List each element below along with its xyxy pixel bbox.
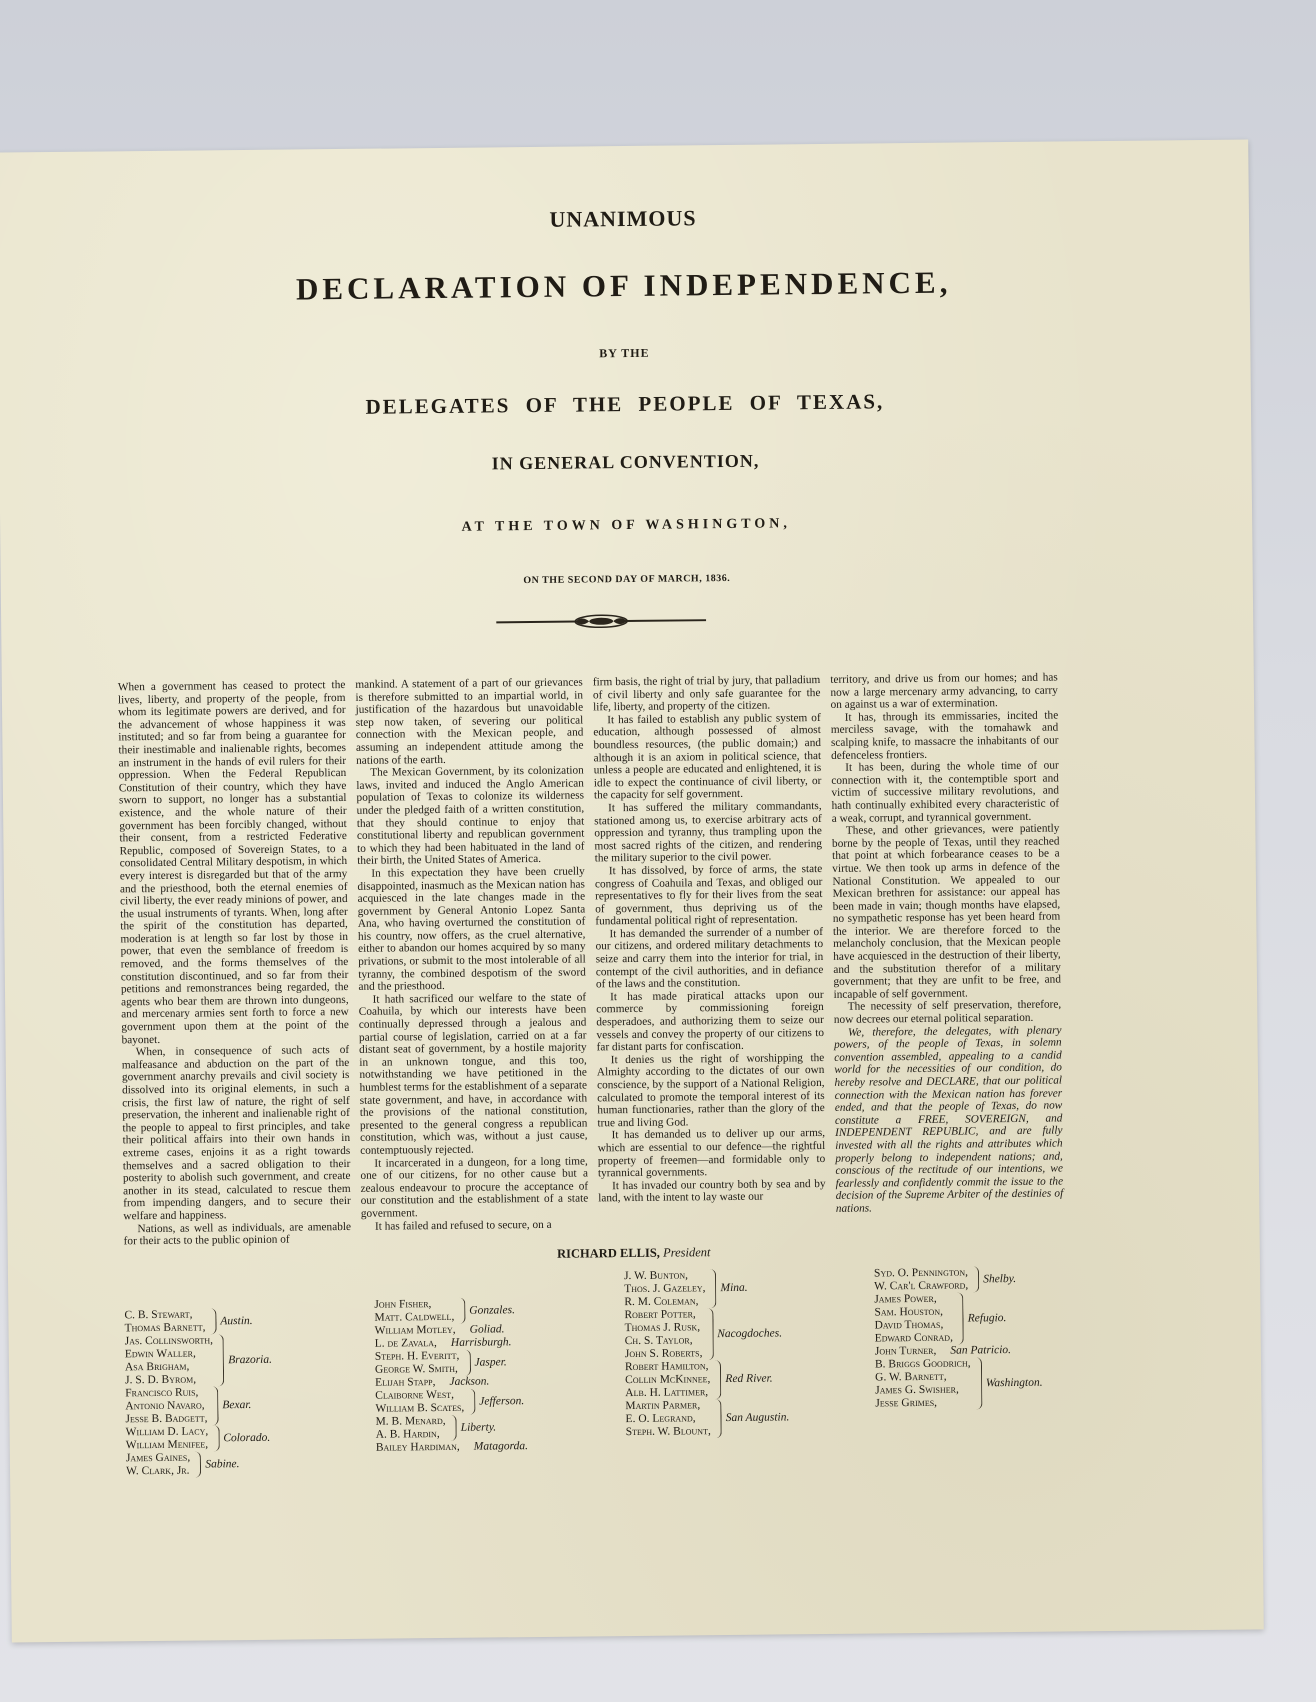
municipality-label: Washington. [985, 1376, 1043, 1389]
signature-group [124, 1307, 374, 1336]
heading-delegates: DELEGATES OF THE PEOPLE OF TEXAS, [365, 389, 885, 419]
paragraph: It has demanded us to deliver up our arms, which are essential to our defence—the rightful property of freemen—and formidable only to tyrannical governments. [597, 1127, 826, 1180]
signer-name: R. M. Coleman, [624, 1295, 699, 1309]
paragraph: mankind. A statement of a part of our grievances is therefore submitted to an impartial world, in justification of the hazardous but unavoidable step now taken, of severing our political connection with the Mexican people, and assuming an independent attitude among the nations of the earth. [355, 676, 584, 767]
signer-name: William Menifee, [125, 1438, 209, 1452]
signer-name: Claiborne West, [375, 1388, 455, 1402]
signature-group [375, 1413, 625, 1442]
signer-name: W. Car'l Crawford, [874, 1279, 969, 1293]
municipality-label: Refugio. [967, 1311, 1007, 1324]
brace-icon [217, 1334, 225, 1386]
municipality-label: Nacogdoches. [717, 1326, 783, 1340]
brace-icon [194, 1452, 201, 1478]
brace-icon [212, 1425, 219, 1451]
signer-name: J. W. Bunton, [623, 1269, 689, 1283]
declaration-sheet [0, 139, 1264, 1642]
signature-column [374, 1270, 626, 1476]
signer-name: Alb. H. Lattimer, [625, 1386, 709, 1400]
signer-name: J. S. D. Byrom, [125, 1373, 197, 1387]
president-title: President [662, 1245, 711, 1260]
brace-icon [956, 1293, 964, 1345]
signer-names [375, 1324, 456, 1338]
paragraph: It has, through its emmissaries, incited the merciless savage, with the tomahawk and scalping knife, to massacre the inhabitants of our defenceless frontiers. [830, 709, 1059, 762]
signer-name: James Power, [874, 1292, 937, 1306]
heading-declaration: DECLARATION OF INDEPENDENCE, [295, 264, 952, 307]
signer-names [625, 1360, 711, 1400]
paragraph: It hath sacrificed our welfare to the state of Coahuila, by which our interests have been continually depressed through a jealous and partial course of legislation, carried on at a far distant seat of government, by a hostile majority in an unknown tongue, and this too, notwithstanding we have petitioned in the humblest terms for the establishment of a separate state government, and have, in accordance with the provisions of the national constitution, presented to the general congress a republican constitution, which was, without a just cause, contemptuously rejected. [358, 991, 588, 1157]
signer-name: G. W. Barnett, [875, 1370, 947, 1384]
signer-name: Elijah Stapp, [375, 1376, 436, 1389]
signer-name: Martin Parmer, [625, 1399, 701, 1413]
signer-name: John Fisher, [374, 1298, 432, 1311]
signer-name: David Thomas, [874, 1318, 944, 1332]
paragraph: It has failed and refused to secure, on a [374, 1218, 552, 1233]
signature-group [376, 1439, 626, 1455]
signer-name: B. Briggs Goodrich, [874, 1357, 971, 1371]
signer-names [875, 1357, 971, 1410]
signer-name: M. B. Menard, [375, 1414, 446, 1428]
brace-icon [468, 1389, 475, 1415]
signer-name: A. B. Hardin, [375, 1428, 440, 1441]
signer-name: W. Clark, Jr. [125, 1464, 190, 1478]
signer-names [374, 1298, 454, 1325]
body-column-2 [355, 676, 588, 1245]
paragraph: It has demanded the surrender of a number of our citizens, and ordered military detachments to seize and carry them into the interior for trial, in contempt of the civil authorities, and in defiance of the laws and the constitution. [595, 925, 824, 991]
signer-name: John Turner, [874, 1344, 937, 1358]
signer-name: Edwin Waller, [124, 1347, 196, 1361]
brace-icon [975, 1357, 983, 1409]
signer-name: E. O. Legrand, [625, 1412, 696, 1426]
signature-column [874, 1265, 1076, 1470]
signer-names [875, 1345, 937, 1359]
signer-name: Sam. Houston, [874, 1305, 944, 1319]
municipality-label: San Patricio. [950, 1344, 1012, 1357]
signer-names [124, 1308, 205, 1335]
signature-group [375, 1387, 625, 1416]
paragraph: The necessity of self preservation, therefore, now decrees our eternal political separation. [833, 998, 1062, 1026]
signer-names [375, 1337, 437, 1351]
signer-names [126, 1452, 191, 1479]
municipality-label: Mina. [720, 1281, 748, 1295]
signature-group [875, 1356, 1076, 1410]
signer-name: Jesse Grimes, [875, 1396, 938, 1410]
signer-names [625, 1399, 711, 1439]
brace-icon [450, 1415, 457, 1441]
signer-name: Thomas Barnett, [124, 1321, 206, 1335]
paragraph: It has dissolved, by force of arms, the state congress of Coahuila and Texas, and obliged our representatives to fly for their lives from the seat of government, thus depriving us of the fundamental political right of representation. [594, 862, 823, 928]
municipality-label: Jasper. [474, 1355, 507, 1369]
signer-name: Jas. Collinsworth, [124, 1334, 214, 1348]
signer-name: Robert Potter, [624, 1308, 696, 1322]
paragraph: It has invaded our country both by sea and by land, with the intent to lay waste our [598, 1177, 826, 1205]
resolution-paragraph: We, therefore, the delegates, with plenary powers, of the people of Texas, in solemn convention assembled, appealing to a candid world for the necessities of our condition, do hereby resolve and DECLARE, that our political connection with the Mexican nation has forever ended, and that the people of Texas, do now constitute a FREE, SOVEREIGN, and INDEPENDENT REPUBLIC, and are fully invested with all the rights and attributes which properly belong to independent nations; and, conscious of the rectitude of our intentions, we fearlessly and confidently commit the issue to the decision of the Supreme Arbiter of the destinies of nations. [834, 1024, 1064, 1215]
municipality-label: Matagorda. [473, 1440, 529, 1453]
paragraph: When a government has ceased to protect the lives, liberty, and property of the people, from whom its legitimate powers are derived, and for the advancement of whose happiness it was instituted; and so far from being a guarantee for their inestimable and inalienable rights, becomes an instrument in the hands of evil rulers for their oppression. When the Federal Republican Constitution of their country, which they have sworn to support, no longer has a substantial existence, and the whole nature of their government has been forcibly changed, without their consent, from a restricted Federative Republic, composed of Sovereign States, to a consolidated Central Military despotism, in which every interest is disregarded but that of the army and the priesthood, both the eternal enemies of civil liberty, the ever ready minions of power, and the usual instruments of tyrants. When, long after the spirit of the constitution has departed, moderation is at length so far lost by those in power, that even the semblance of freedom is removed, and the forms themselves of the constitution discontinued, and so far from their petitions and remonstrances being regarded, the agents who bear them are thrown into dungeons, and mercenary armies sent forth to force a new government upon them at the point of the bayonet. [117, 678, 349, 1046]
signer-name: John S. Roberts, [624, 1347, 703, 1361]
signature-group [874, 1291, 1075, 1345]
body-column-1 [118, 679, 351, 1248]
municipality-label: Jefferson. [479, 1394, 525, 1408]
signer-name: Thos. J. Gazeley, [624, 1282, 706, 1296]
signature-group [374, 1296, 624, 1325]
brace-icon [706, 1308, 714, 1360]
signatures [124, 1265, 1076, 1478]
paragraph: It incarcerated in a dungeon, for a long time, one of our citizens, for no other cause but a zealous endeavour to procure the acceptance of our constitution and the establishment of a state government. [360, 1155, 589, 1220]
signer-names [375, 1350, 460, 1377]
signer-name: Asa Brigham, [124, 1360, 190, 1374]
signer-names [874, 1266, 968, 1293]
signer-names [375, 1376, 435, 1390]
municipality-label: Colorado. [223, 1431, 271, 1444]
municipality-label: Austin. [220, 1314, 253, 1327]
signer-names [126, 1425, 209, 1452]
body-column-3 [593, 674, 826, 1243]
signer-name: Antonio Navaro, [125, 1399, 205, 1413]
signer-name: Francisco Ruis, [125, 1386, 199, 1400]
signer-name: C. B. Stewart, [124, 1308, 193, 1322]
brace-icon [709, 1269, 716, 1308]
signer-name: Steph. H. Everitt, [374, 1349, 460, 1363]
signer-names [874, 1293, 953, 1346]
signature-group [125, 1333, 376, 1388]
paragraph: These, and other grievances, were patiently borne by the people of Texas, until they reached that point at which forbearance ceases to be a virtue. We then took up arms in defence of the National Constitution. We appealed to our Mexican brethren for assistance: our appeal has been made in vain; though months have elapsed, no sympathetic response has yet been heard from the interior. We are therefore forced to the melancholy conclusion, that the Mexican people have acquiesced in the destruction of their liberty, and the substitution therefor of a military government; that they are unfit to be free, and incapable of self government. [831, 822, 1062, 1001]
signer-name: William Motley, [374, 1323, 456, 1337]
paragraph: It has suffered the military commandants, stationed among us, to exercise arbitrary acts of oppression and tyranny, thus trampling upon the most sacred rights of the citizen, and rendering the military superior to the civil power. [594, 799, 823, 865]
signature-group [126, 1450, 376, 1479]
paragraph: Nations, as well as individuals, are amenable for their acts to the public opinion of [123, 1220, 352, 1248]
municipality-label: Red River. [725, 1372, 773, 1386]
municipality-label: Harrisburgh. [450, 1336, 512, 1349]
brace-icon [714, 1399, 721, 1438]
signer-name: James Gaines, [125, 1451, 191, 1465]
signer-name: William B. Scates, [375, 1401, 465, 1415]
municipality-label: San Augustin. [725, 1411, 790, 1425]
president-name: RICHARD ELLIS, [557, 1245, 660, 1261]
municipality-label: Jackson. [449, 1375, 490, 1388]
signer-name: Jesse B. Badgett, [125, 1412, 208, 1426]
heading-general-convention: IN GENERAL CONVENTION, [491, 450, 760, 474]
paragraph: It has made piratical attacks upon our commerce by commissioning foreign desperadoes, and authorizing them to seize our vessels and convey the property of our citizens to far distant parts for confiscation. [596, 988, 825, 1054]
signer-name: Matt. Caldwell, [374, 1310, 455, 1324]
brace-icon [211, 1386, 218, 1425]
signer-name: Steph. W. Blount, [625, 1425, 711, 1439]
declaration-body [118, 672, 1064, 1249]
municipality-label: Brazoria. [228, 1353, 273, 1366]
paragraph: The Mexican Government, by its colonization laws, invited and induced the Anglo American population of Texas to colonize its wilderness under the pledged faith of a written constitution, that they should continue to enjoy that constitutional liberty and republican government to which they had been habituated in the land of their birth, the United States of America. [356, 764, 585, 868]
signer-names [624, 1308, 702, 1361]
paragraph: It has failed to establish any public system of education, although possessed of almost boundless resources, (the public domain;) and although it is an axiom in political science, that unless a people are educated and enlightened, it is idle to expect the continuance of civil liberty, or the capacity for self government. [593, 711, 822, 802]
signer-names [376, 1441, 460, 1455]
municipality-label: Shelby. [983, 1272, 1017, 1285]
signer-name: Ch. S. Taylor, [624, 1334, 693, 1348]
signer-name: William D. Lacy, [125, 1425, 209, 1439]
signer-name: Thomas J. Rusk, [624, 1321, 701, 1335]
paragraph: In this expectation they have been cruelly disappointed, inasmuch as the Mexican nation has acquiesced in the late changes made in the government by General Antonio Lopez Santa Ana, who having overturned the constitution of his country, now offers, as the cruel alternative, either to abandon our homes acquired by so many privations, or submit to the most intolerable of all tyranny, the combined despotism of the sword and the priesthood. [357, 865, 586, 994]
brace-icon [714, 1360, 721, 1399]
signer-name: Robert Hamilton, [624, 1360, 709, 1374]
municipality-label: Gonzales. [469, 1303, 515, 1317]
signer-name: Edward Conrad, [874, 1331, 953, 1345]
signer-names [375, 1415, 445, 1442]
brace-icon [209, 1308, 216, 1334]
heading-by-the: BY THE [599, 345, 650, 361]
heading-unanimous: UNANIMOUS [549, 205, 697, 232]
signature-column [624, 1267, 876, 1473]
municipality-label: Goliad. [469, 1323, 505, 1336]
paragraph: firm basis, the right of trial by jury, that palladium of civil liberty and only safe guarantee for the life, liberty, and property of the citizen. [592, 673, 821, 714]
signature-group [874, 1265, 1074, 1293]
paragraph: When, in consequence of such acts of malfeasance and abduction on the part of the government anarchy prevails and civil society is dissolved into its original elements, in such a crisis, the first law of nature, the right of self preservation, the inherent and inalienable right of the people to appeal to first principles, and take their political affairs into their own hands in extreme cases, enjoins it as a right towards themselves and a sacred obligation to their posterity to abolish such government, and create another in its stead, calculated to rescue them from impending dangers, and to secure their welfare and happiness. [121, 1044, 351, 1223]
signature-group [126, 1424, 376, 1453]
paragraph: It denies us the right of worshipping the Almighty according to the dictates of our own conscience, by the support of a National Religion, calculated to promote the temporal interest of its human functionaries, rather than the glory of the true and living God. [596, 1051, 825, 1130]
signer-name: Collin McKinnee, [625, 1373, 711, 1387]
signer-name: L. de Zavala, [374, 1337, 437, 1350]
paragraph: territory, and drive us from our homes; and has now a large mercenary army advancing, to carry on against us a war of extermination. [830, 671, 1058, 712]
signature-group [624, 1267, 874, 1309]
signer-names [125, 1334, 214, 1387]
ornament-divider-icon [496, 611, 706, 631]
heading-town: AT THE TOWN OF WASHINGTON, [461, 516, 791, 535]
brace-icon [458, 1298, 465, 1324]
signer-names [624, 1269, 706, 1309]
signer-name: James G. Swisher, [875, 1383, 959, 1397]
brace-icon [463, 1350, 470, 1376]
signature-group [125, 1385, 375, 1427]
brace-icon [972, 1266, 979, 1292]
paragraph: It has been, during the whole time of our connection with it, the contemptible sport and victim of successive military revolutions, and hath continually exhibited every characteristic of a weak, corrupt, and tyrannical government. [831, 759, 1060, 825]
signer-name: Syd. O. Pennington, [873, 1266, 969, 1280]
signer-name: Bailey Hardiman, [375, 1440, 460, 1454]
signature-column [124, 1273, 376, 1479]
signature-group [624, 1306, 875, 1361]
municipality-label: Bexar. [222, 1398, 252, 1412]
municipality-label: Liberty. [460, 1420, 497, 1434]
signature-group [625, 1397, 875, 1439]
signer-names [125, 1386, 207, 1426]
signature-group [625, 1358, 875, 1400]
signer-names [375, 1389, 464, 1416]
signature-group [375, 1348, 625, 1377]
municipality-label: Sabine. [205, 1457, 240, 1470]
signer-name: George W. Smith, [374, 1362, 458, 1376]
body-column-4 [830, 672, 1063, 1241]
heading-date: ON THE SECOND DAY OF MARCH, 1836. [523, 572, 731, 587]
